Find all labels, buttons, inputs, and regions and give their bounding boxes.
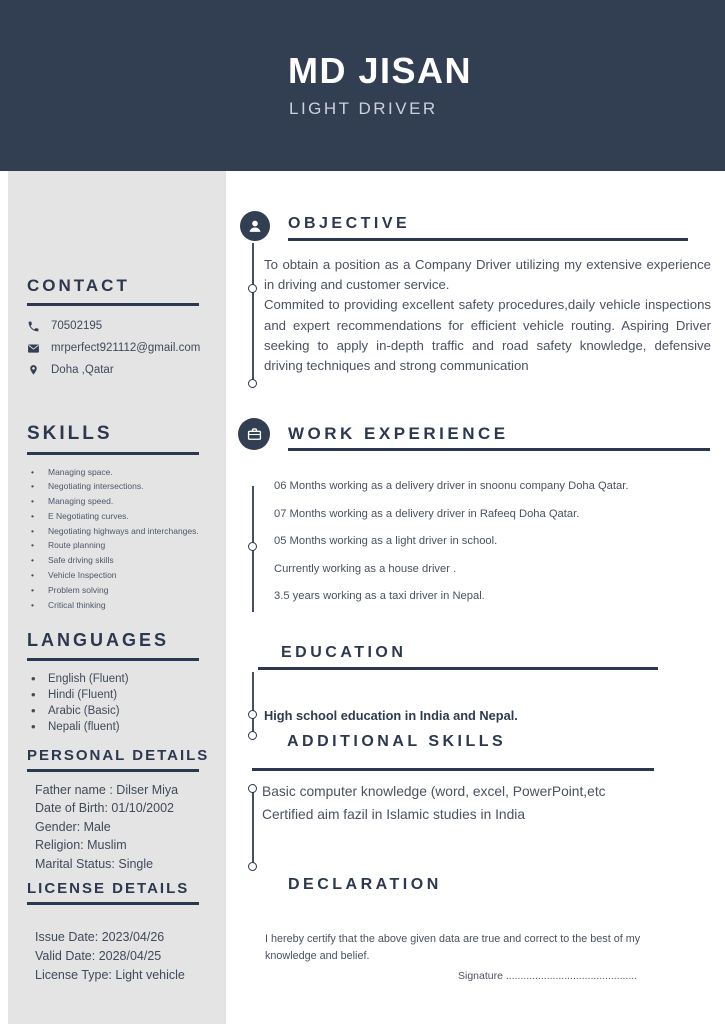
objective-heading: OBJECTIVE: [288, 215, 411, 232]
list-item: • Hindi (Fluent): [27, 687, 212, 703]
list-item: • Managing speed.: [27, 494, 212, 509]
list-item: License Type: Light vehicle: [35, 968, 185, 983]
license-details-underline: [27, 902, 199, 905]
candidate-name: MD JISAN: [288, 50, 473, 91]
list-item: Religion: Muslim: [35, 838, 127, 853]
person-icon: [240, 211, 270, 241]
email-icon: [27, 342, 40, 355]
work-experience-list: [274, 480, 628, 618]
skills-underline: [27, 452, 199, 455]
briefcase-icon: [238, 418, 270, 450]
list-item: • Negotiating intersections.: [27, 479, 212, 494]
timeline-node: [248, 379, 257, 388]
personal-details-section: [27, 747, 212, 873]
personal-details-underline: [27, 769, 199, 772]
list-item: • English (Fluent): [27, 671, 212, 687]
skills-heading: SKILLS: [27, 423, 113, 444]
education-underline: [258, 667, 658, 670]
timeline-node: [248, 784, 257, 793]
objective-underline: [288, 238, 688, 241]
timeline-node: [248, 542, 257, 551]
list-item: Date of Birth: 01/10/2002: [35, 801, 174, 816]
contact-underline: [27, 303, 199, 306]
languages-underline: [27, 658, 199, 661]
work-item: 07 Months working as a delivery driver in Rafeeq Doha Qatar.: [274, 507, 580, 520]
work-item: 06 Months working as a delivery driver in snoonu company Doha Qatar.: [274, 480, 629, 492]
timeline-segment: [252, 243, 254, 383]
work-experience-underline: [288, 448, 710, 451]
additional-skills-list: [262, 781, 606, 826]
signature-line: Signature .............................................: [458, 970, 638, 982]
contact-section: [27, 276, 212, 386]
list-item: • Nepali (fluent): [27, 719, 212, 735]
list-item: Marital Status: Single: [35, 856, 154, 871]
list-item: Issue Date: 2023/04/26: [35, 929, 165, 944]
list-item: • Arabic (Basic): [27, 703, 212, 719]
phone-number: 70502195: [51, 320, 103, 332]
objective-paragraph: To obtain a position as a Company Driver utilizing my extensive experience in driving and customer service.: [264, 257, 711, 293]
header-banner: [0, 0, 725, 171]
list-item: • Vehicle Inspection: [27, 568, 212, 583]
contact-row-phone: [27, 320, 212, 333]
list-item: • Critical thinking: [27, 598, 212, 613]
list-item: Father name : Dilser Miya: [35, 782, 179, 797]
timeline-segment: [252, 790, 254, 866]
phone-icon: [27, 320, 40, 333]
timeline-node: [248, 862, 257, 871]
license-details-list: [27, 928, 212, 986]
timeline-segment: [252, 672, 254, 734]
list-item: • E Negotiating curves.: [27, 509, 212, 524]
education-item: High school education in India and Nepal.: [264, 708, 518, 723]
contact-row-location: [27, 364, 212, 377]
timeline-node: [248, 710, 257, 719]
list-item: Gender: Male: [35, 819, 111, 834]
location-icon: [27, 364, 40, 377]
list-item: • Safe driving skills: [27, 553, 212, 568]
languages-list: [27, 671, 212, 736]
list-item: • Route planning: [27, 538, 212, 553]
timeline-node: [248, 284, 257, 293]
work-item: 3.5 years working as a taxi driver in Nepal.: [274, 590, 485, 602]
skills-section: [27, 423, 212, 612]
list-item: • Problem solving: [27, 583, 212, 598]
personal-details-list: [27, 781, 212, 874]
list-item: Certified aim fazil in Islamic studies in India: [262, 806, 526, 822]
timeline-node: [248, 731, 257, 740]
work-item: 05 Months working as a light driver in school.: [274, 535, 498, 547]
languages-section: [27, 630, 212, 735]
location-text: Doha ,Qatar: [51, 364, 114, 376]
skills-list: [27, 465, 212, 613]
objective-paragraph: Commited to providing excellent safety procedures,daily vehicle inspections and expert recommendations for efficient vehicle routing. Aspiring Driver seeking to apply in-depth traffic and road safety knowledge, defensive driving techniques and strong communication: [264, 297, 711, 374]
list-item: • Negotiating highways and interchanges.: [27, 524, 212, 539]
personal-details-heading: PERSONAL DETAILS: [27, 747, 210, 764]
list-item: • Managing space.: [27, 465, 212, 480]
candidate-title: LIGHT DRIVER: [289, 99, 438, 118]
declaration-text: I hereby certify that the above given data are true and correct to the best of my knowledge and belief.: [265, 933, 641, 962]
languages-heading: LANGUAGES: [27, 630, 170, 650]
contact-heading: CONTACT: [27, 276, 130, 295]
work-item: Currently working as a house driver .: [274, 562, 457, 575]
education-heading: EDUCATION: [281, 644, 407, 661]
objective-text: [264, 255, 711, 376]
additional-skills-heading: ADDITIONAL SKILLS: [287, 733, 507, 750]
additional-skills-underline: [252, 768, 654, 771]
work-experience-heading: WORK EXPERIENCE: [288, 424, 509, 443]
list-item: Valid Date: 2028/04/25: [35, 948, 162, 963]
list-item: Basic computer knowledge (word, excel, PowerPoint,etc: [262, 784, 606, 799]
license-details-heading: LICENSE DETAILS: [27, 880, 190, 897]
sidebar: [8, 171, 226, 1024]
declaration-heading: DECLARATION: [288, 876, 442, 893]
email-address: mrperfect921112@gmail.com: [51, 342, 201, 354]
license-details-section: [27, 880, 212, 985]
contact-row-email: [27, 342, 212, 355]
